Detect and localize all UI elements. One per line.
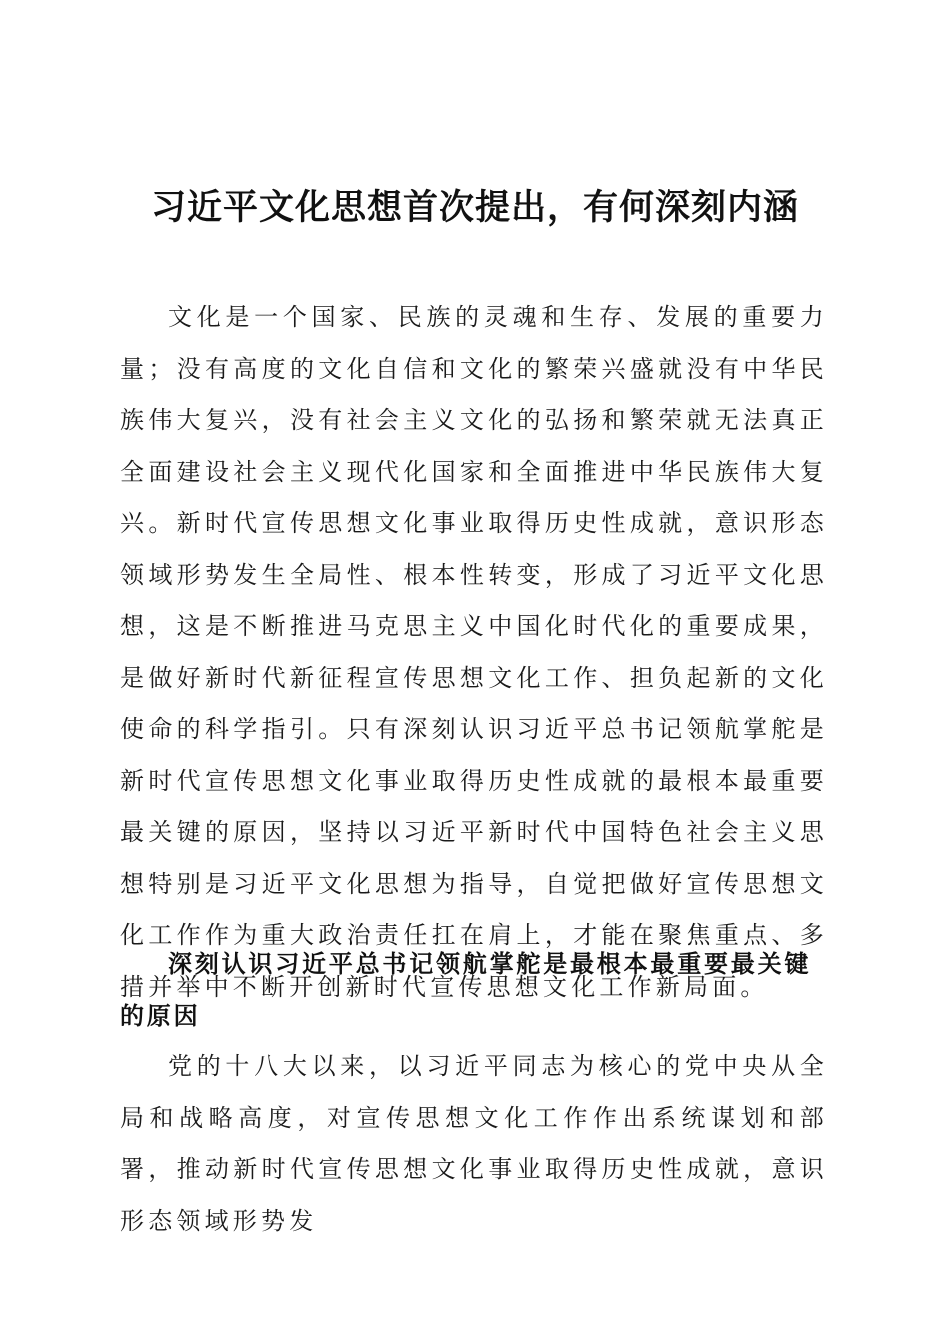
section-heading: 深刻认识习近平总书记领航掌舵是最根本最重要最关键的原因: [120, 950, 812, 1030]
section-paragraph: 党的十八大以来，以习近平同志为核心的党中央从全局和战略高度，对宣传思想文化工作作出系统谋划和部署，推动新时代宣传思想文化事业取得历史性成就，意识形态领域形势发: [120, 1052, 828, 1235]
document-title: 习近平文化思想首次提出，有何深刻内涵: [150, 187, 799, 228]
intro-paragraph: 文化是一个国家、民族的灵魂和生存、发展的重要力量；没有高度的文化自信和文化的繁荣兴盛就没有中华民族伟大复兴，没有社会主义文化的弘扬和繁荣就无法真正全面建设社会主义现代化国家和全面推进中华民族伟大复兴。新时代宣传思想文化事业取得历史性成就，意识形态领域形势发生全局性、根本性转变，形成了习近平文化思想，这是不断推进马克思主义中国化时代化的重要成果，是做好新时代新征程宣传思想文化工作、担负起新的文化使命的科学指引。只有深刻认识习近平总书记领航掌舵是新时代宣传思想文化事业取得历史性成就的最根本最重要最关键的原因，坚持以习近平新时代中国特色社会主义思想特别是习近平文化思想为指导，自觉把做好宣传思想文化工作作为重大政治责任扛在肩上，才能在聚焦重点、多措并举中不断开创新时代宣传思想文化工作新局面。: [120, 303, 828, 1001]
